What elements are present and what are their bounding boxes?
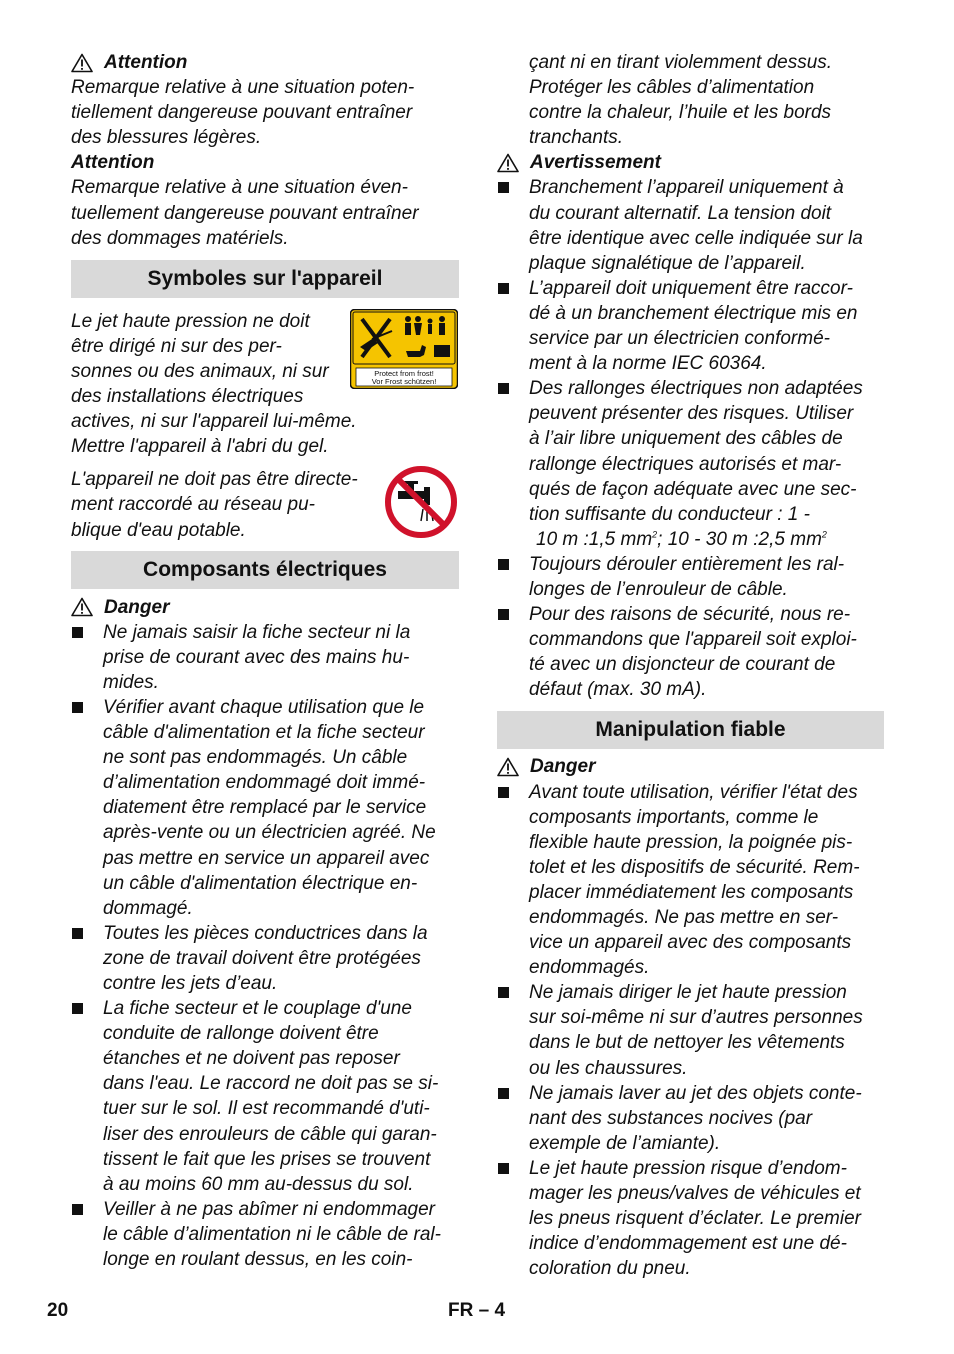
bullet-square-icon [498, 1163, 509, 1174]
list-item: Toujours dérouler entièrement les ral- longes de l’enrouleur de câble. [497, 552, 884, 602]
symbols-paragraph-1: Le jet haute pression ne doit être dirigé ni sur des per- sonnes ou des animaux, ni sur des installations électriques actives, ni sur l'appareil lui-même. Mettre l'appareil à l'abri du gel. Protect from frost! Vor Frost schützen! [71, 309, 459, 460]
list-item: Toutes les pièces conductrices dans la zone de travail doivent être protégées contre les jets d’eau. [71, 921, 459, 996]
bullet-square-icon [72, 1204, 83, 1215]
bullet-square-icon [72, 928, 83, 939]
bullet-square-icon [72, 702, 83, 713]
list-item: Ne jamais laver au jet des objets conte- nant des substances nocives (par exemple de l’amiante). [497, 1081, 884, 1156]
bullet-square-icon [498, 987, 509, 998]
list-item: Pour des raisons de sécurité, nous re- commandons que l'appareil soit exploi- té avec un disjoncteur de courant de défaut (max. 30 mA). [497, 602, 884, 702]
bullet-square-icon [498, 787, 509, 798]
bullet-square-icon [498, 609, 509, 620]
list-item: Branchement l’appareil uniquement à du courant alternatif. La tension doit être identique avec celle indiquée sur la plaque signalétique de l’appareil. [497, 175, 884, 275]
list-item: Ne jamais diriger le jet haute pression sur soi-même ni sur d’autres personnes dans le but de nettoyer les vêtements ou les chaussures. [497, 980, 884, 1080]
danger-heading-right [497, 754, 884, 779]
cable-spec-line: 10 m :1,5 $mm^2$; 10 - 30 m :2,5 $mm^2$ [536, 528, 827, 550]
handling-bullet-list [497, 780, 884, 1282]
bullet-square-icon [72, 1003, 83, 1014]
frost-protection-label-icon [350, 309, 458, 389]
warning-bullet-list [497, 175, 884, 702]
danger-heading-left [71, 595, 459, 620]
section-heading-symbols: Symboles sur l'appareil [71, 260, 459, 298]
bullet-square-icon [72, 627, 83, 638]
bullet-square-icon [498, 283, 509, 294]
attention-title-1: Attention [104, 52, 188, 73]
list-item: Vérifier avant chaque utilisation que le câble d'alimentation et la fiche secteur ne sont pas endommagés. Un câble d’alimentation endommagé doit immé- diatement être remplacé par le service après-vente ou un électricien agréé. Ne pas mettre en service un appareil avec un câble d'alimentation électrique en- dommagé. [71, 695, 459, 921]
list-item: Avant toute utilisation, vérifier l'état des composants importants, comme le flexible haute pression, la poignée pis- tolet et les dispositifs de sécurité. Rem- placer immédiatement les composants endommagés. Ne pas mettre en ser- vice un appareil avec des composants endommagés. [497, 780, 884, 981]
section-heading-electrical: Composants électriques [71, 551, 459, 589]
bullet-square-icon [498, 182, 509, 193]
list-item: Des rallonges électriques non adaptées peuvent présenter des risques. Utiliser à l’air libre uniquement des câbles de rallonge électriques autorisés et mar- qués de façon adéquate avec une sec- tion suffisante du conducteur : 1 - 10 m :1,5 $mm^2$; 10 - 30 m :2,5 $mm^2$ [497, 376, 884, 552]
warning-triangle-icon [71, 53, 93, 73]
list-item: L’appareil doit uniquement être raccor- dé à un branchement électrique mis en service par un électricien conformé- ment à la norme IEC 60364. [497, 276, 884, 376]
danger-title-left: Danger [104, 596, 170, 618]
bullet-square-icon [498, 383, 509, 394]
svg-text:Protect from frost!: Protect from frost! [374, 368, 434, 378]
page-number: 20 [47, 1300, 69, 1321]
bullet-square-icon [498, 559, 509, 570]
attention-text-1: Remarque relative à une situation poten- tiellement dangereuse pouvant entraîner des blessures légères. [71, 77, 415, 149]
page-section-code: FR – 4 [448, 1300, 506, 1321]
warning-triangle-icon [71, 597, 93, 617]
section-heading-handling: Manipulation fiable [497, 711, 884, 749]
warning-heading [497, 150, 884, 175]
warning-triangle-icon [497, 757, 519, 777]
svg-text:Vor Frost schützen!: Vor Frost schützen! [371, 376, 437, 386]
list-item: Ne jamais saisir la fiche secteur ni la prise de courant avec des mains hu- mides. [71, 620, 459, 695]
list-item: La fiche secteur et le couplage d'une conduite de rallonge doivent être étanches et ne doivent pas reposer dans l'eau. Le raccord ne doit pas se si- tuer sur le sol. Il est recommandé d'uti- liser des enrouleurs de câble qui garan- tissent le fait que les prises se trouvent à au moins 60 mm au-dessus du sol. [71, 996, 459, 1197]
no-drinking-water-connection-icon [384, 465, 458, 539]
right-column [497, 50, 884, 1281]
list-item: Veiller à ne pas abîmer ni endommager le câble d’alimentation ni le câble de ral- longe en roulant dessus, en les coin- [71, 1197, 459, 1272]
attention-title-2: Attention [71, 152, 155, 174]
symbols-paragraph-2: L'appareil ne doit pas être directe- ment raccordé au réseau pu- blique d'eau potable. [71, 467, 459, 542]
left-column [71, 50, 459, 1272]
warning-title: Avertissement [530, 152, 661, 174]
list-item: Le jet haute pression risque d’endom- mager les pneus/valves de véhicules et les pneus risquent d’éclater. Le premier indice d’endommagement est une dé- coloration du pneu. [497, 1156, 884, 1281]
danger-title-right: Danger [530, 756, 596, 778]
attention-text-2: Remarque relative à une situation éven- tuellement dangereuse pouvant entraîner des dommages matériels. [71, 177, 419, 249]
electrical-bullet-list [71, 620, 459, 1272]
continuation-text: çant ni en tirant violemment dessus. Protéger les câbles d’alimentation contre la chaleur, l’huile et les bords tranchants. [529, 52, 833, 149]
warning-triangle-icon [497, 153, 519, 173]
attention-heading-1 [71, 50, 459, 75]
attention-heading-2 [71, 150, 459, 175]
bullet-square-icon [498, 1088, 509, 1099]
